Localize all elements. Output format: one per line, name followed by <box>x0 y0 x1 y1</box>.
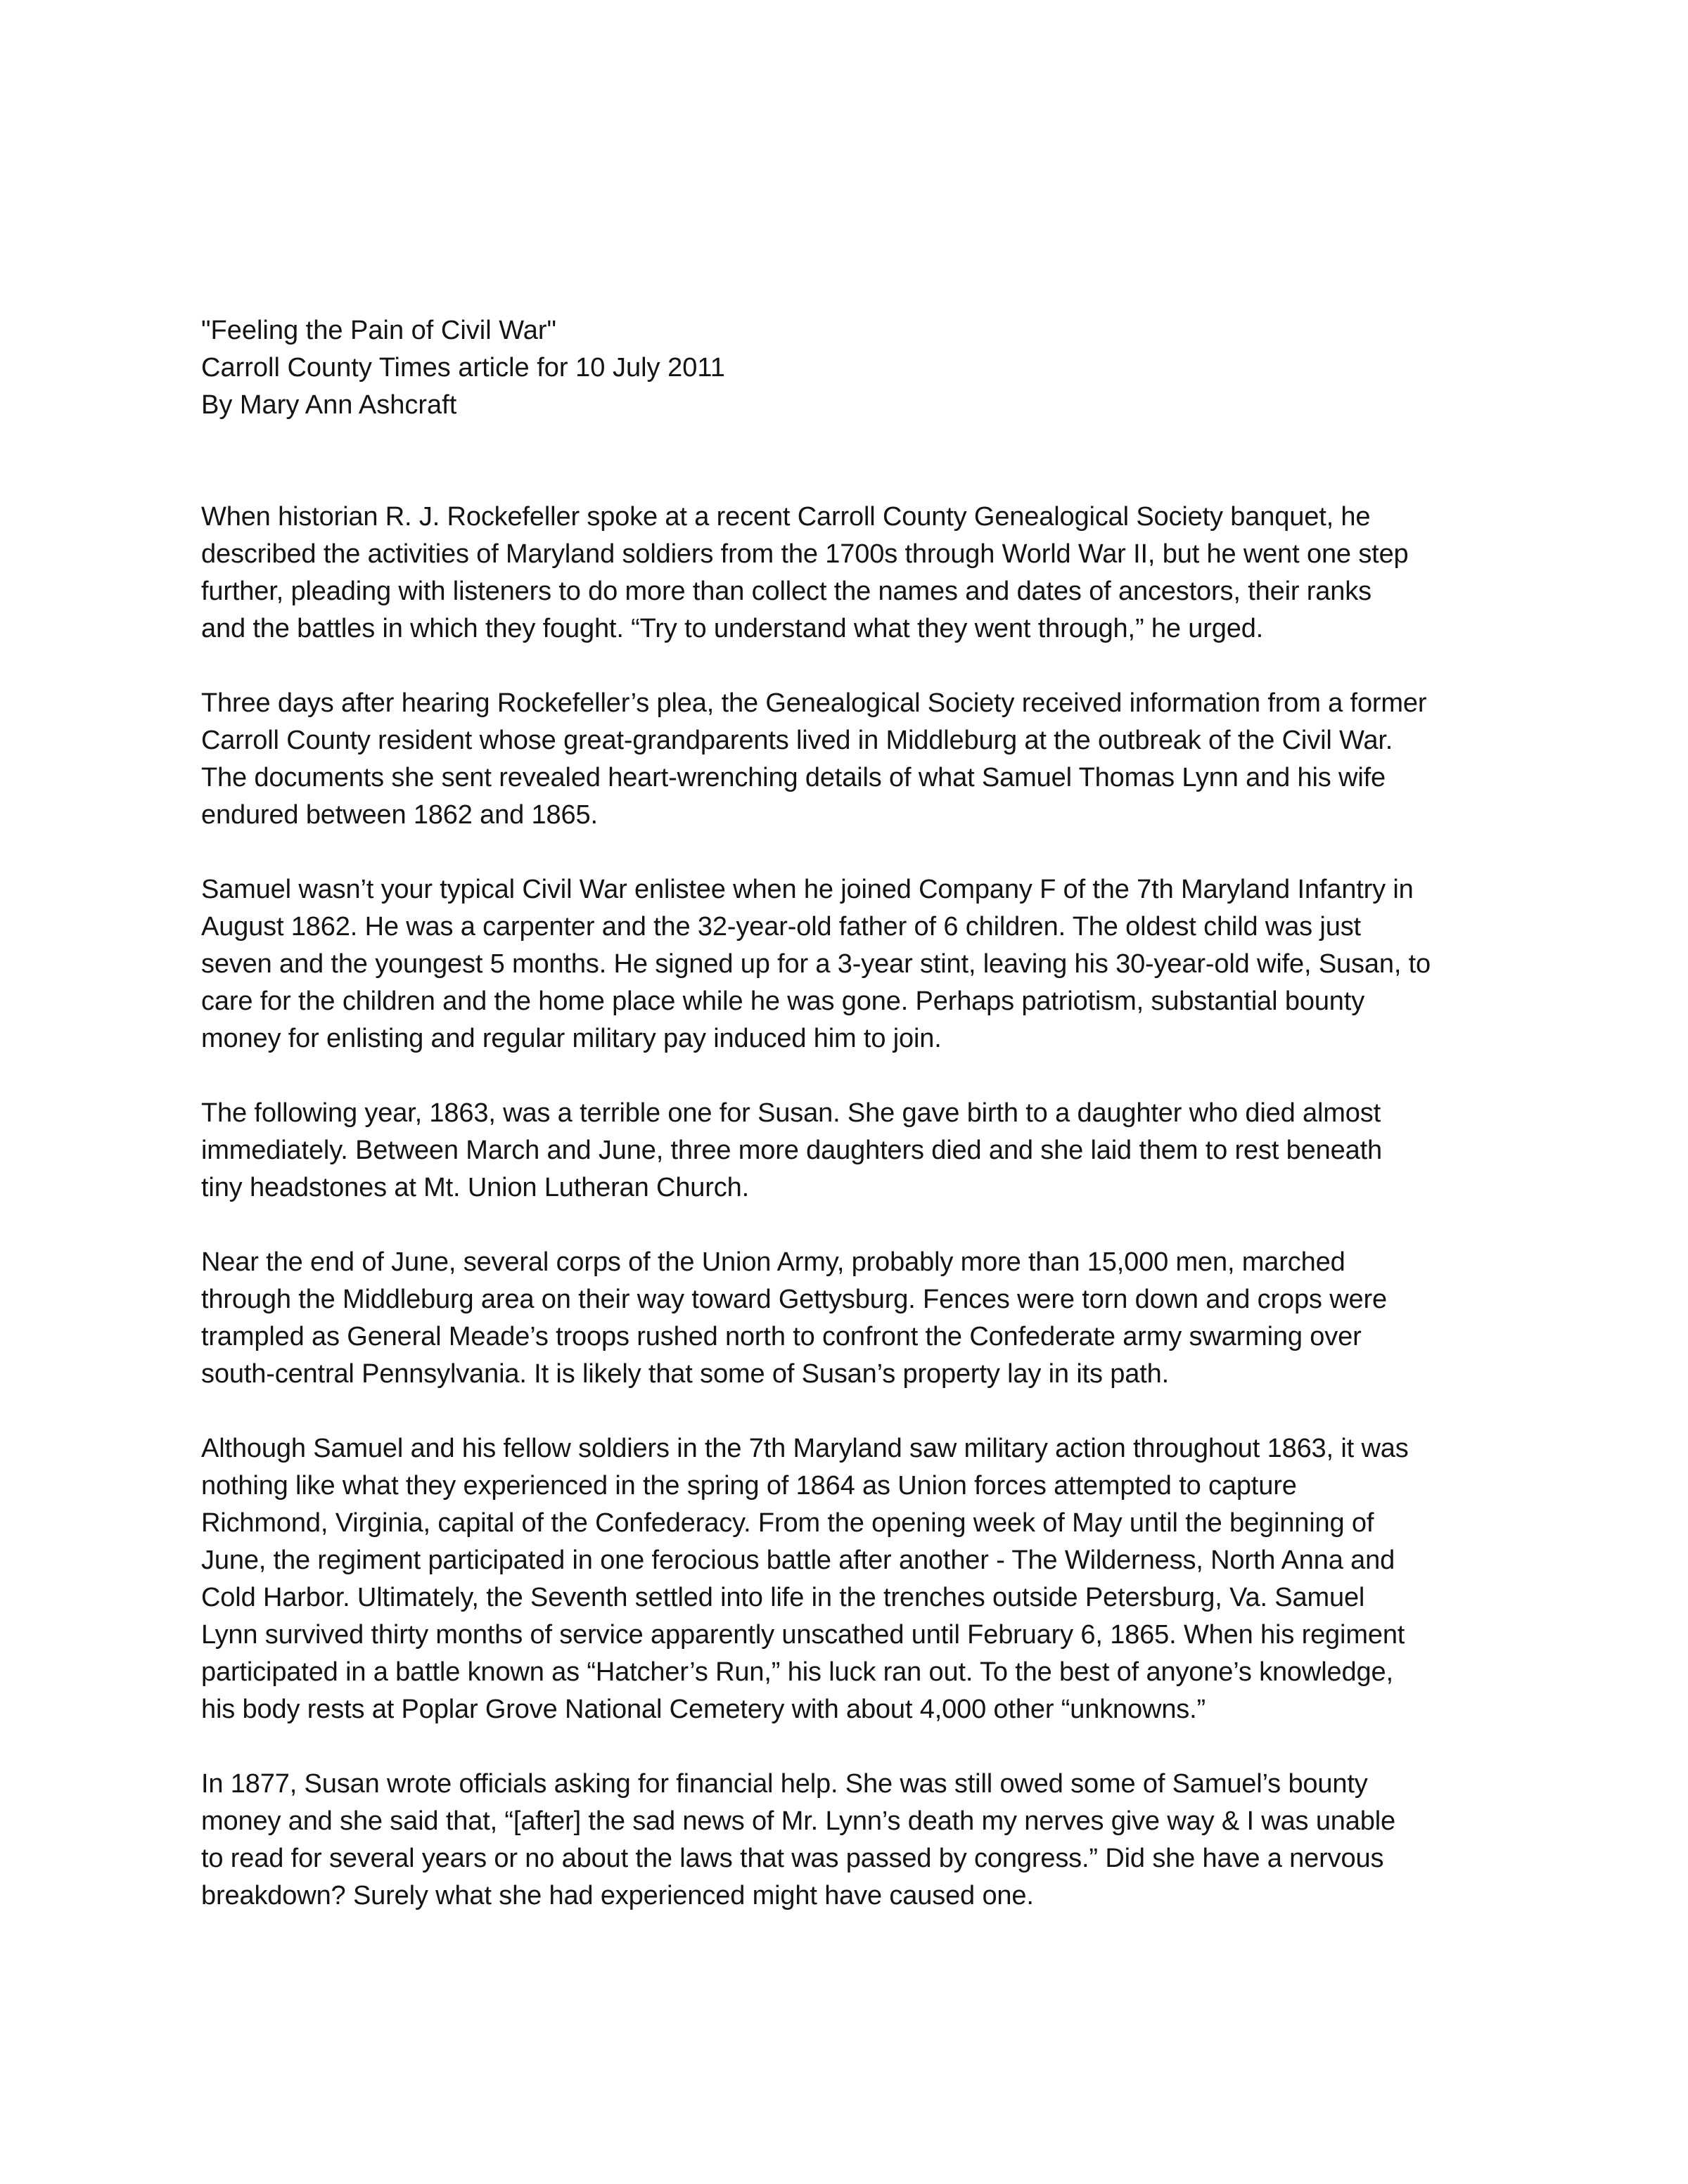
text-line: When historian R. J. Rockefeller spoke at a recent Carroll County Genealogical Society banquet, he <box>201 502 1371 532</box>
paragraph-6 <box>201 1430 1523 1728</box>
text-line: endured between 1862 and 1865. <box>201 800 598 830</box>
article-title: "Feeling the Pain of Civil War" <box>201 316 556 345</box>
text-line: The following year, 1863, was a terrible one for Susan. She gave birth to a daughter who died almost <box>201 1098 1381 1128</box>
text-line: trampled as General Meade’s troops rushed north to confront the Confederate army swarming over <box>201 1322 1362 1351</box>
article-header <box>201 312 1523 424</box>
text-line: The documents she sent revealed heart-wrenching details of what Samuel Thomas Lynn and his wife <box>201 763 1386 792</box>
paragraph-7 <box>201 1766 1523 1915</box>
text-line: immediately. Between March and June, three more daughters died and she laid them to rest beneath <box>201 1136 1382 1165</box>
text-line: care for the children and the home place while he was gone. Perhaps patriotism, substantial bounty <box>201 987 1365 1016</box>
text-line: August 1862. He was a carpenter and the 32-year-old father of 6 children. The oldest child was just <box>201 912 1361 942</box>
text-line: his body rests at Poplar Grove National Cemetery with about 4,000 other “unknowns.” <box>201 1695 1206 1724</box>
text-line: and the battles in which they fought. “Try to understand what they went through,” he urged. <box>201 614 1264 643</box>
text-line: In 1877, Susan wrote officials asking for financial help. She was still owed some of Samuel’s bounty <box>201 1769 1368 1799</box>
text-line: further, pleading with listeners to do more than collect the names and dates of ancestors, their ranks <box>201 577 1372 606</box>
text-line: June, the regiment participated in one ferocious battle after another - The Wilderness, North Anna and <box>201 1546 1395 1575</box>
text-line: to read for several years or no about the laws that was passed by congress.” Did she have a nervous <box>201 1844 1384 1873</box>
text-line: Samuel wasn’t your typical Civil War enlistee when he joined Company F of the 7th Maryland Infantry in <box>201 875 1414 904</box>
paragraph-3 <box>201 871 1523 1058</box>
paragraph-1 <box>201 499 1523 648</box>
text-line: tiny headstones at Mt. Union Lutheran Church. <box>201 1173 750 1202</box>
text-line: Cold Harbor. Ultimately, the Seventh settled into life in the trenches outside Petersburg, Va. Samuel <box>201 1583 1365 1612</box>
text-line: money for enlisting and regular military pay induced him to join. <box>201 1024 942 1053</box>
text-line: described the activities of Maryland soldiers from the 1700s through World War II, but he went one step <box>201 539 1409 569</box>
text-line: Richmond, Virginia, capital of the Confederacy. From the opening week of May until the beginning of <box>201 1508 1374 1538</box>
text-line: seven and the youngest 5 months. He signed up for a 3-year stint, leaving his 30-year-old wife, Susan, to <box>201 949 1431 979</box>
paragraph-2 <box>201 685 1523 834</box>
text-line: breakdown? Surely what she had experienced might have caused one. <box>201 1881 1034 1910</box>
text-line: Three days after hearing Rockefeller’s plea, the Genealogical Society received information from a former <box>201 688 1427 718</box>
article-byline: By Mary Ann Ashcraft <box>201 390 457 420</box>
paragraph-5 <box>201 1244 1523 1393</box>
paragraph-4 <box>201 1095 1523 1207</box>
text-line: nothing like what they experienced in the spring of 1864 as Union forces attempted to capture <box>201 1471 1297 1501</box>
text-line: money and she said that, “[after] the sad news of Mr. Lynn’s death my nerves give way & I was unable <box>201 1806 1396 1836</box>
text-line: through the Middleburg area on their way toward Gettysburg. Fences were torn down and crops were <box>201 1285 1387 1314</box>
text-line: Lynn survived thirty months of service apparently unscathed until February 6, 1865. When his regiment <box>201 1620 1405 1650</box>
text-line: Although Samuel and his fellow soldiers in the 7th Maryland saw military action throughout 1863, it was <box>201 1434 1409 1463</box>
text-line: Near the end of June, several corps of the Union Army, probably more than 15,000 men, marched <box>201 1247 1345 1277</box>
article-body <box>201 312 1523 1952</box>
text-line: participated in a battle known as “Hatcher’s Run,” his luck ran out. To the best of anyone’s knowledge, <box>201 1657 1393 1687</box>
article-source: Carroll County Times article for 10 July 2011 <box>201 353 725 383</box>
text-line: Carroll County resident whose great-grandparents lived in Middleburg at the outbreak of the Civil War. <box>201 726 1393 755</box>
text-line: south-central Pennsylvania. It is likely that some of Susan’s property lay in its path. <box>201 1359 1170 1389</box>
